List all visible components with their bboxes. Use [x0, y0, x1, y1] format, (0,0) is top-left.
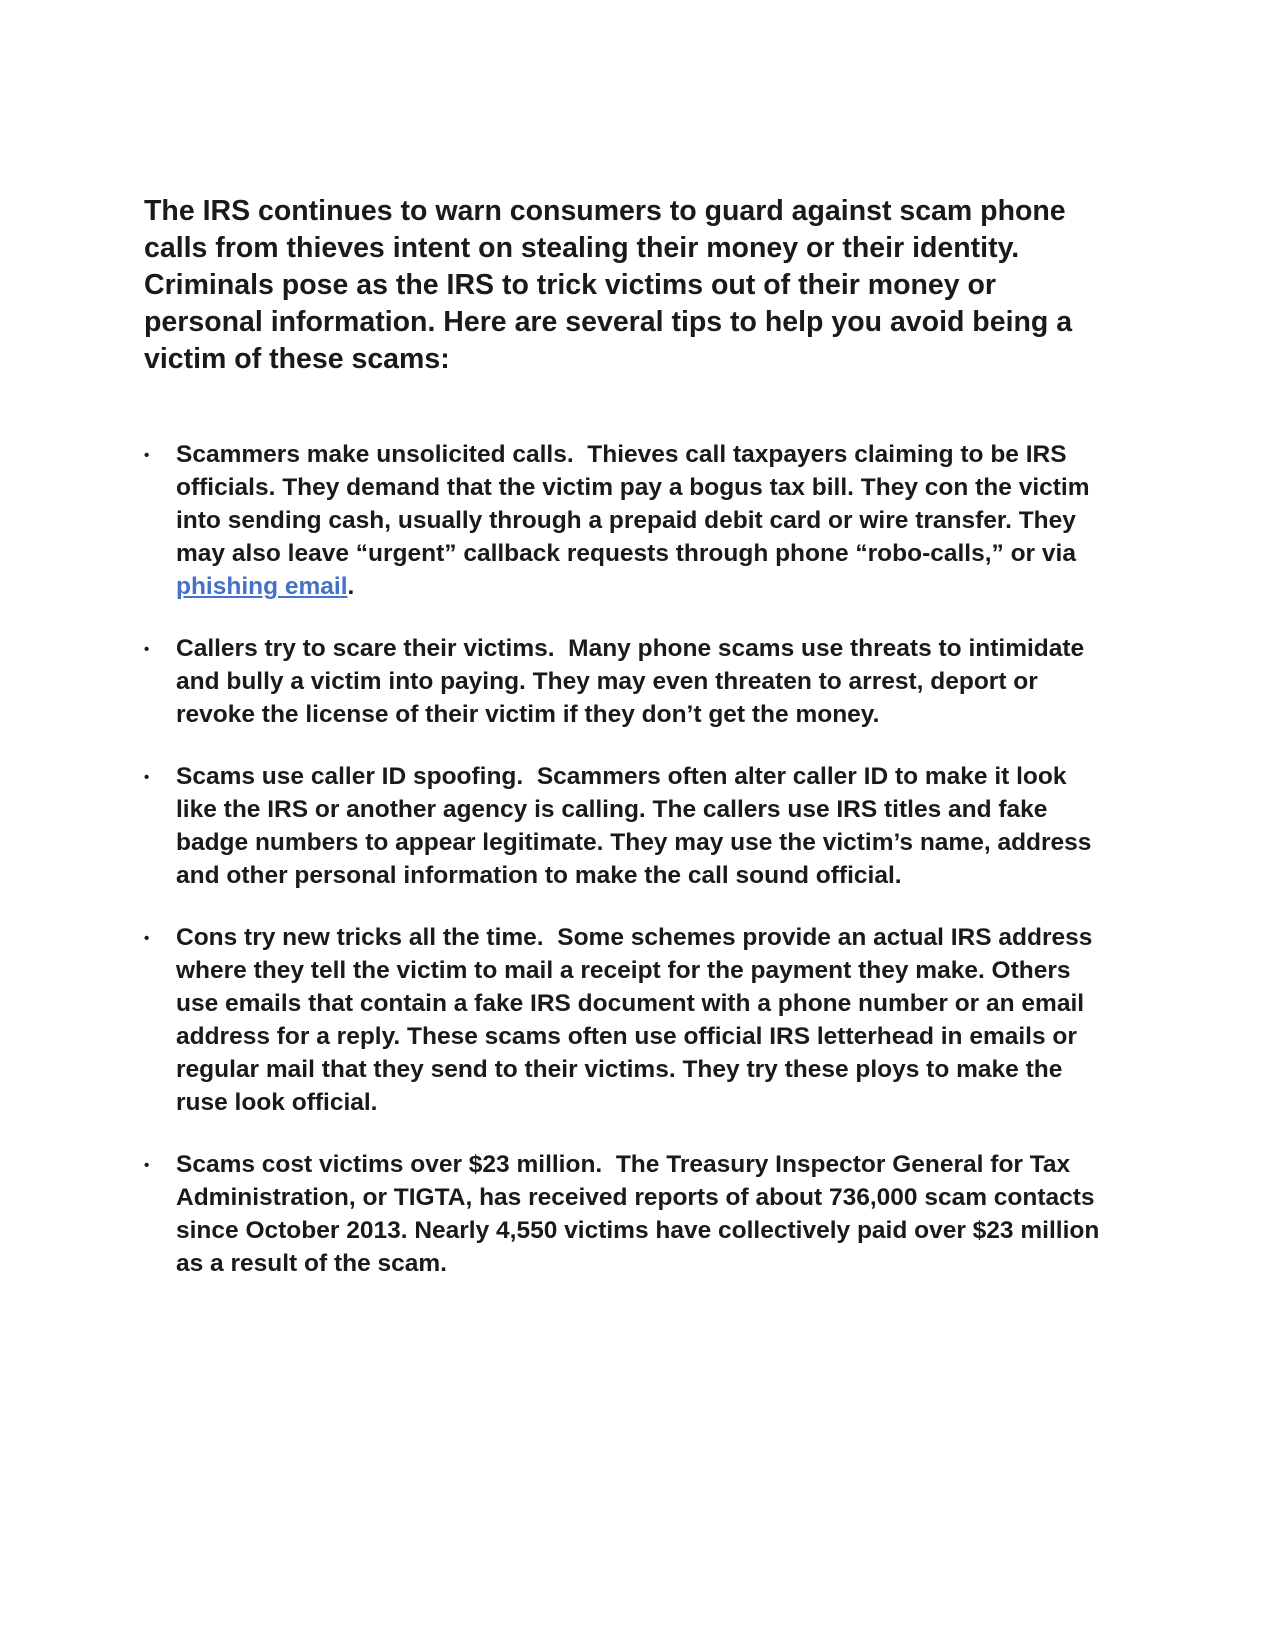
phishing-email-link[interactable]: phishing email	[176, 573, 348, 600]
bullet-icon: •	[144, 769, 150, 786]
bullet-text: Scams use caller ID spoofing. Scammers often alter caller ID to make it look like the IRS or another agency is calling. The callers use IRS titles and fake badge numbers to appear legitimate. They may use the victim’s name, address and other personal information to make the call sound official.	[176, 763, 1099, 889]
bullet-text-segment-after-link: .	[347, 573, 355, 600]
bullet-text: Callers try to scare their victims. Many phone scams use threats to intimidate and bully a victim into paying. They may even threaten to arrest, deport or revoke the license of their victim if they don’t get the money.	[176, 635, 1091, 728]
bullet-text-segment-before-link: Scammers make unsolicited calls. Thieves call taxpayers claiming to be IRS officials. They demand that the victim pay a bogus tax bill. They con the victim into sending cash, usually through a prepaid debit card or wire transfer. They may also leave “urgent” callback requests through phone “robo-calls,” or via	[176, 441, 1097, 567]
bullet-icon: •	[144, 1157, 150, 1174]
bullet-text: Cons try new tricks all the time. Some schemes provide an actual IRS address where they tell the victim to mail a receipt for the payment they make. Others use emails that contain a fake IRS document with a phone number or an email address for a reply. These scams often use official IRS letterhead in emails or regular mail that they send to their victims. They try these ploys to make the ruse look official.	[176, 924, 1100, 1116]
bullet-icon: •	[144, 447, 150, 464]
intro-paragraph: The IRS continues to warn consumers to guard against scam phone calls from thieves intent on stealing their money or their identity. Criminals pose as the IRS to trick victims out of their money or personal information. Here are several tips to help you avoid being a victim of these scams:	[144, 195, 1080, 375]
list-item-scammers-unsolicited-calls	[140, 438, 1115, 603]
list-item-scams-cost-23-million	[140, 1148, 1115, 1280]
bullet-icon: •	[144, 930, 150, 947]
bullet-list	[140, 438, 1115, 1309]
bullet-text: Scams cost victims over $23 million. The Treasury Inspector General for Tax Administration, or TIGTA, has received reports of about 736,000 scam contacts since October 2013. Nearly 4,550 victims have collectively paid over $23 million as a result of the scam.	[176, 1151, 1107, 1277]
list-item-caller-id-spoofing	[140, 760, 1115, 892]
bullet-text	[176, 438, 1111, 603]
bullet-icon: •	[144, 641, 150, 658]
list-item-cons-new-tricks	[140, 921, 1115, 1119]
list-item-callers-scare-victims	[140, 632, 1115, 731]
